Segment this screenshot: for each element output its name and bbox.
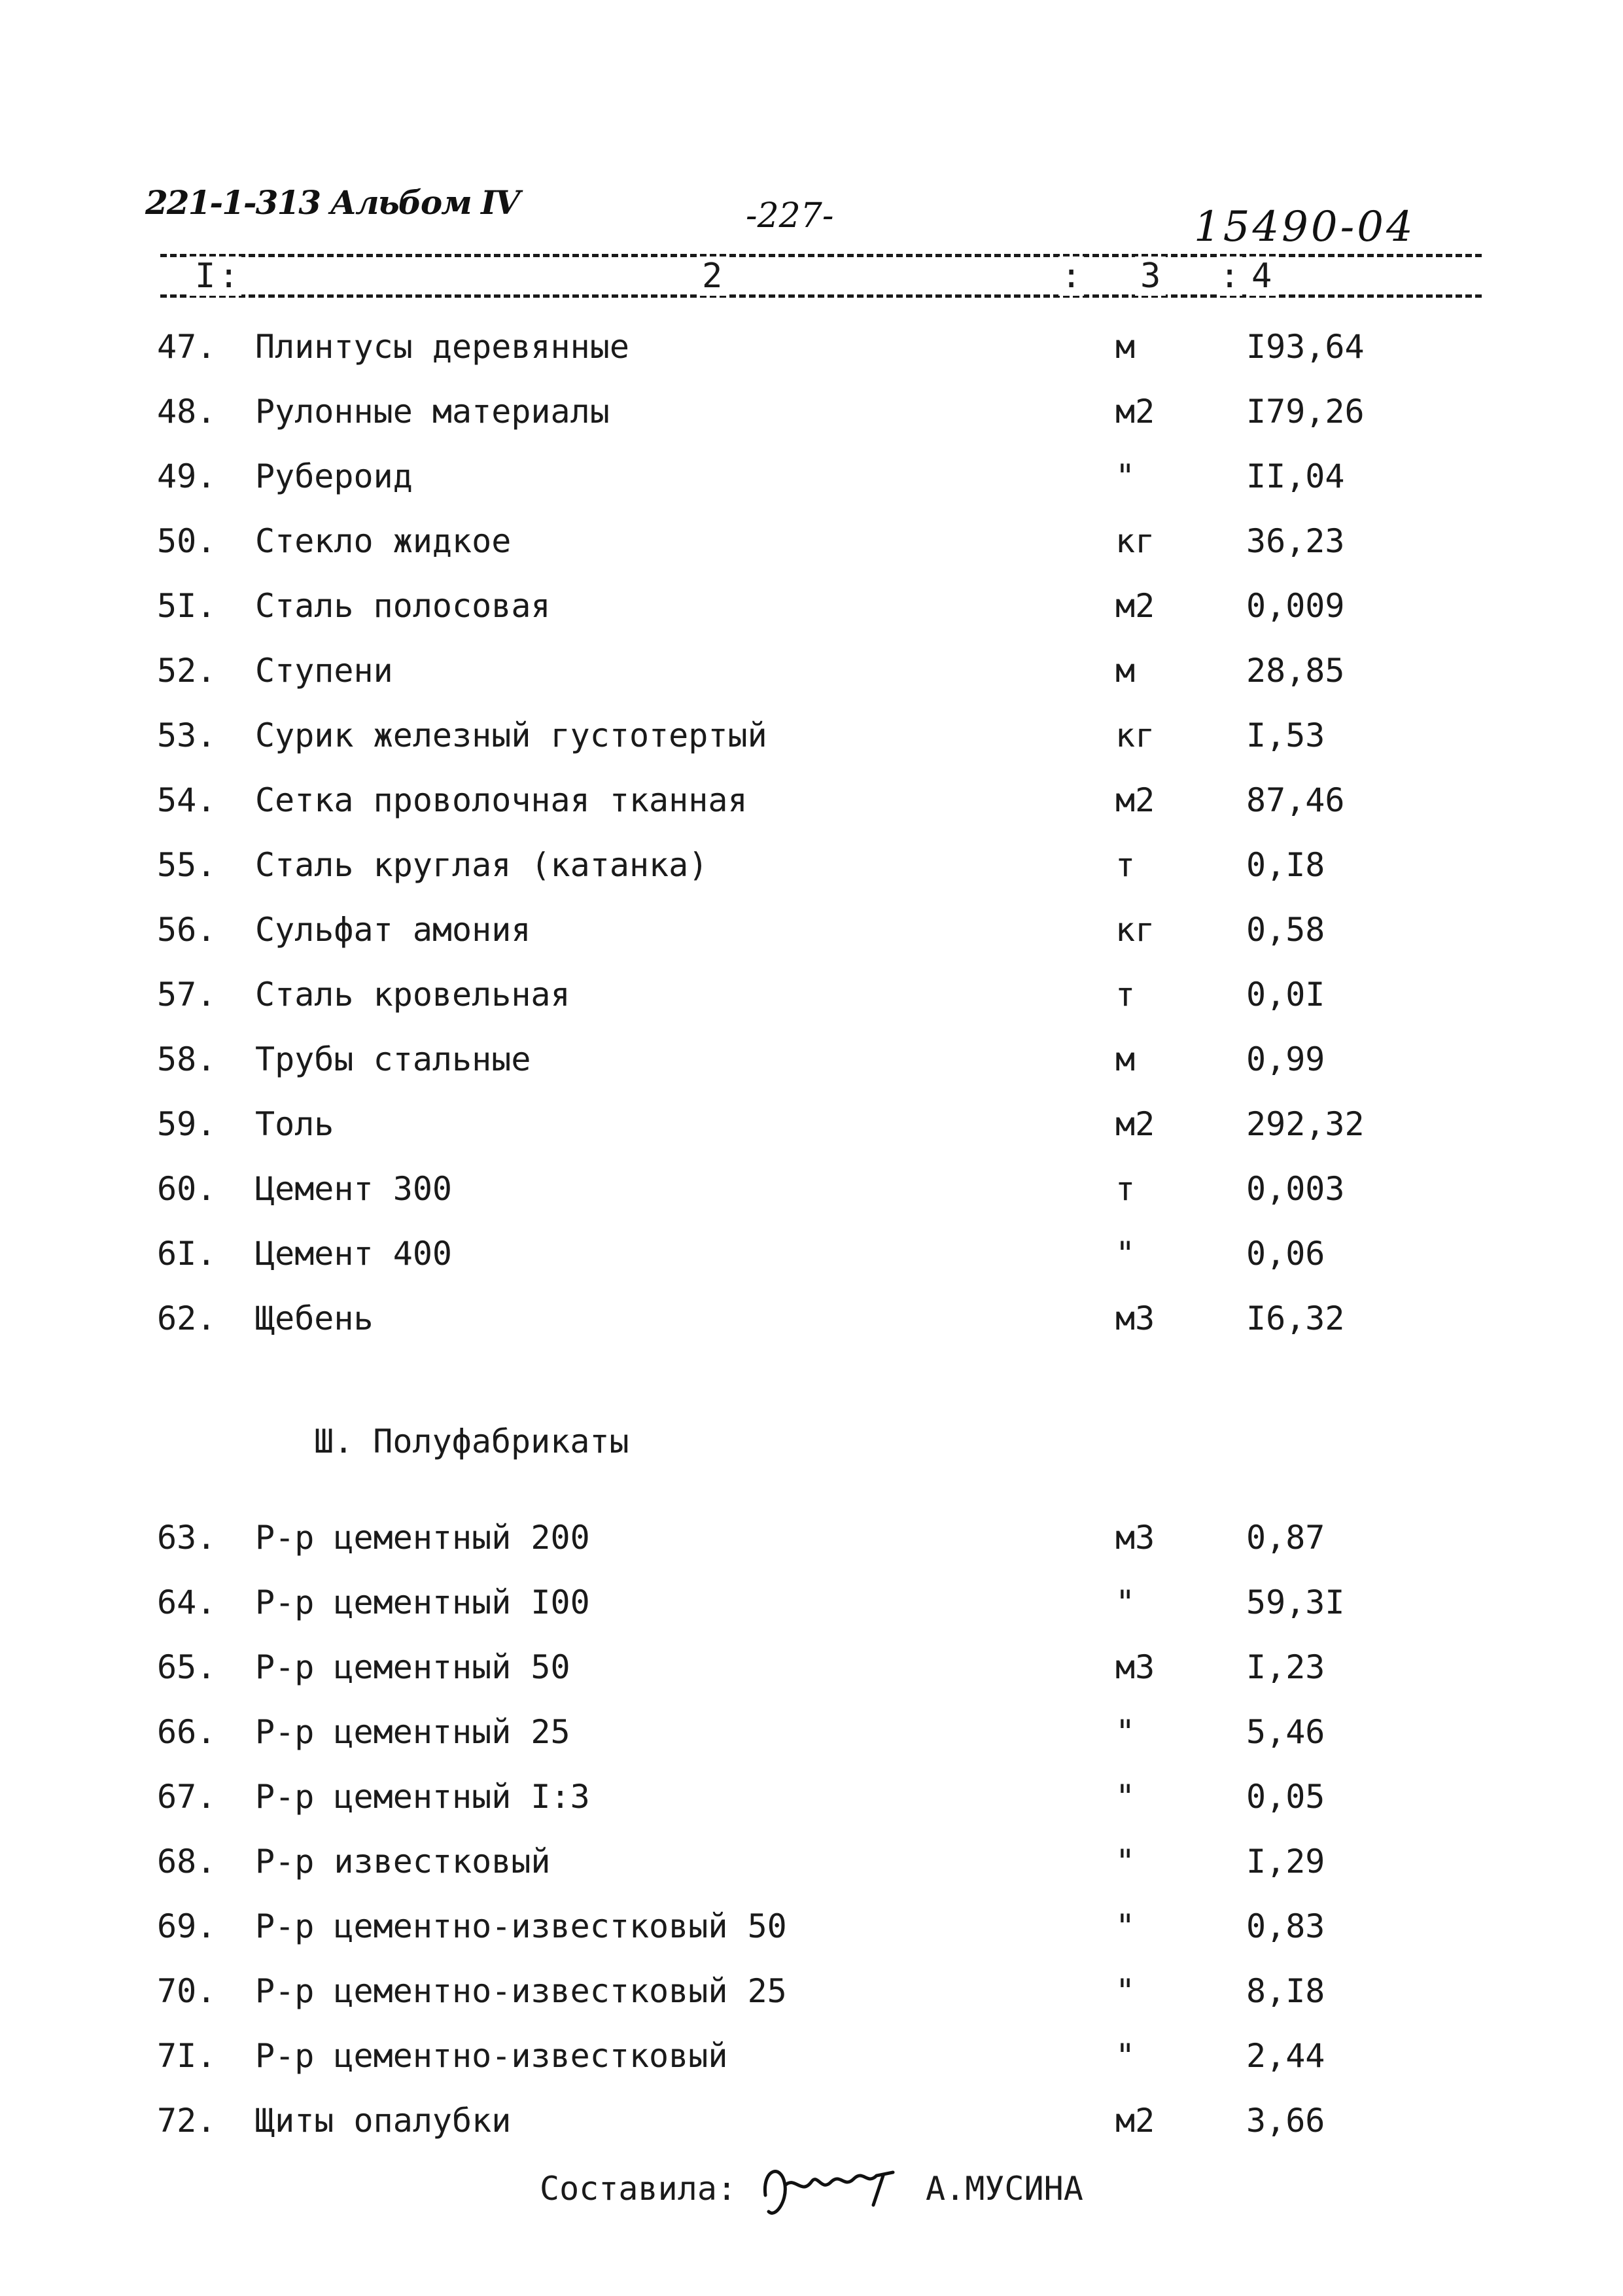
item-number: 58. [157,1040,217,1078]
item-quantity: 87,46 [1246,781,1345,819]
table-row [0,576,1623,635]
table-row [0,641,1623,700]
item-quantity: 0,99 [1246,1040,1325,1078]
item-number: 56. [157,911,217,949]
doc-number: 15490-04 [1194,203,1416,251]
item-name: Сталь полосовая [255,587,551,625]
item-quantity: I,53 [1246,716,1325,754]
item-quantity: I,23 [1246,1648,1325,1686]
item-quantity: 2,44 [1246,2037,1325,2075]
table-row [0,771,1623,830]
item-quantity: I,29 [1246,1843,1325,1881]
item-unit: м [1115,328,1136,366]
item-quantity: I79,26 [1246,393,1365,431]
item-quantity: 0,003 [1246,1170,1345,1208]
item-name: Р-р цементный 50 [255,1648,570,1686]
item-number: 48. [157,393,217,431]
item-unit: м2 [1115,781,1155,819]
table-row [0,900,1623,959]
table-row [0,2091,1623,2150]
item-quantity: 0,0I [1246,976,1325,1014]
table-row [0,706,1623,765]
item-name: Р-р цементный 25 [255,1713,570,1751]
item-quantity: 0,05 [1246,1778,1325,1816]
page-number: -227- [746,196,834,236]
item-number: 64. [157,1583,217,1621]
item-number: 70. [157,1972,217,2010]
item-name: Р-р известковый [255,1843,551,1881]
item-number: 54. [157,781,217,819]
item-name: Плинтусы деревянные [255,328,629,366]
item-quantity: 28,85 [1246,652,1345,690]
item-name: Сульфат амония [255,911,531,949]
item-quantity: 5,46 [1246,1713,1325,1751]
item-unit: м2 [1115,2102,1155,2140]
table-row [0,1508,1623,1567]
item-number: 57. [157,976,217,1014]
item-quantity: 8,I8 [1246,1972,1325,2010]
table-row [0,1767,1623,1826]
item-quantity: 0,58 [1246,911,1325,949]
table-row [0,317,1623,376]
item-quantity: II,04 [1246,457,1345,495]
table-row [0,1030,1623,1089]
column-header-1: I [190,256,220,296]
table-row [0,1224,1623,1283]
item-name: Р-р цементно-известковый 25 [255,1972,787,2010]
table-row [0,1832,1623,1891]
item-number: 60. [157,1170,217,1208]
item-quantity: 3,66 [1246,2102,1325,2140]
table-row [0,382,1623,441]
item-unit: м2 [1115,587,1155,625]
item-name: Р-р цементный I00 [255,1583,590,1621]
item-unit: " [1115,1583,1136,1621]
table-row [0,1703,1623,1761]
item-name: Щиты опалубки [255,2102,512,2140]
item-name: Сталь круглая (катанка) [255,846,708,884]
item-number: 67. [157,1778,217,1816]
item-unit: м3 [1115,1519,1155,1557]
section-title: Ш. Полуфабрикаты [314,1422,629,1460]
item-name: Р-р цементно-известковый 50 [255,1907,787,1945]
item-quantity: 59,3I [1246,1583,1345,1621]
item-unit: " [1115,1843,1136,1881]
item-unit: " [1115,457,1136,495]
item-number: 49. [157,457,217,495]
item-number: 50. [157,522,217,560]
column-header-3: 3 [1135,256,1166,296]
item-number: 72. [157,2102,217,2140]
item-quantity: 0,I8 [1246,846,1325,884]
column-separator: : [216,256,241,296]
table-row [0,965,1623,1024]
item-name: Ступени [255,652,393,690]
item-number: 62. [157,1299,217,1337]
compiler-name: А.МУСИНА [926,2170,1083,2208]
item-unit: м3 [1115,1648,1155,1686]
item-number: 68. [157,1843,217,1881]
item-number: 66. [157,1713,217,1751]
item-number: 5I. [157,587,217,625]
item-number: 6I. [157,1235,217,1273]
table-row [0,1095,1623,1154]
item-number: 7I. [157,2037,217,2075]
table-row [0,447,1623,506]
column-separator: : [1217,256,1242,296]
item-name: Р-р цементный 200 [255,1519,590,1557]
item-unit: м2 [1115,1105,1155,1143]
item-number: 65. [157,1648,217,1686]
item-unit: т [1115,1170,1136,1208]
item-quantity: I93,64 [1246,328,1365,366]
item-unit: м [1115,652,1136,690]
column-separator: : [1058,256,1084,296]
item-unit: " [1115,1907,1136,1945]
item-name: Стекло жидкое [255,522,512,560]
item-name: Сетка проволочная тканная [255,781,748,819]
compiled-by-label: Составила: [540,2170,737,2208]
table-row [0,1289,1623,1348]
item-name: Р-р цементно-известковый [255,2037,728,2075]
item-quantity: 36,23 [1246,522,1345,560]
header-rule-bottom [160,294,1482,298]
item-number: 63. [157,1519,217,1557]
item-name: Цемент 400 [255,1235,453,1273]
item-name: Сталь кровельная [255,976,570,1014]
item-name: Сурик железный густотертый [255,716,767,754]
item-quantity: 0,009 [1246,587,1345,625]
item-unit: кг [1115,522,1155,560]
table-row [0,836,1623,894]
column-header-2: 2 [697,256,727,296]
table-row [0,1962,1623,2021]
item-name: Рубероид [255,457,413,495]
item-unit: м3 [1115,1299,1155,1337]
item-quantity: 292,32 [1246,1105,1365,1143]
item-unit: " [1115,2037,1136,2075]
item-name: Р-р цементный I:3 [255,1778,590,1816]
item-quantity: 0,87 [1246,1519,1325,1557]
column-header-4: 4 [1246,256,1277,296]
item-name: Щебень [255,1299,374,1337]
item-unit: кг [1115,911,1155,949]
table-row [0,1638,1623,1697]
table-row [0,1897,1623,1956]
item-quantity: 0,06 [1246,1235,1325,1273]
item-name: Цемент 300 [255,1170,453,1208]
item-number: 47. [157,328,217,366]
item-unit: " [1115,1235,1136,1273]
item-unit: кг [1115,716,1155,754]
item-number: 59. [157,1105,217,1143]
table-row [0,512,1623,571]
item-unit: м2 [1115,393,1155,431]
item-number: 53. [157,716,217,754]
item-number: 55. [157,846,217,884]
table-row [0,1573,1623,1632]
item-number: 52. [157,652,217,690]
table-row [0,2026,1623,2085]
item-unit: " [1115,1713,1136,1751]
handwritten-signature [756,2149,906,2243]
item-unit: " [1115,1778,1136,1816]
item-number: 69. [157,1907,217,1945]
item-unit: " [1115,1972,1136,2010]
item-unit: т [1115,976,1136,1014]
item-quantity: 0,83 [1246,1907,1325,1945]
item-name: Толь [255,1105,334,1143]
item-unit: т [1115,846,1136,884]
table-row [0,1159,1623,1218]
item-name: Рулонные материалы [255,393,610,431]
header-rule-top [160,254,1482,257]
item-unit: м [1115,1040,1136,1078]
doc-code: 221-1-313 Альбом IV [145,183,519,222]
item-name: Трубы стальные [255,1040,531,1078]
item-quantity: I6,32 [1246,1299,1345,1337]
